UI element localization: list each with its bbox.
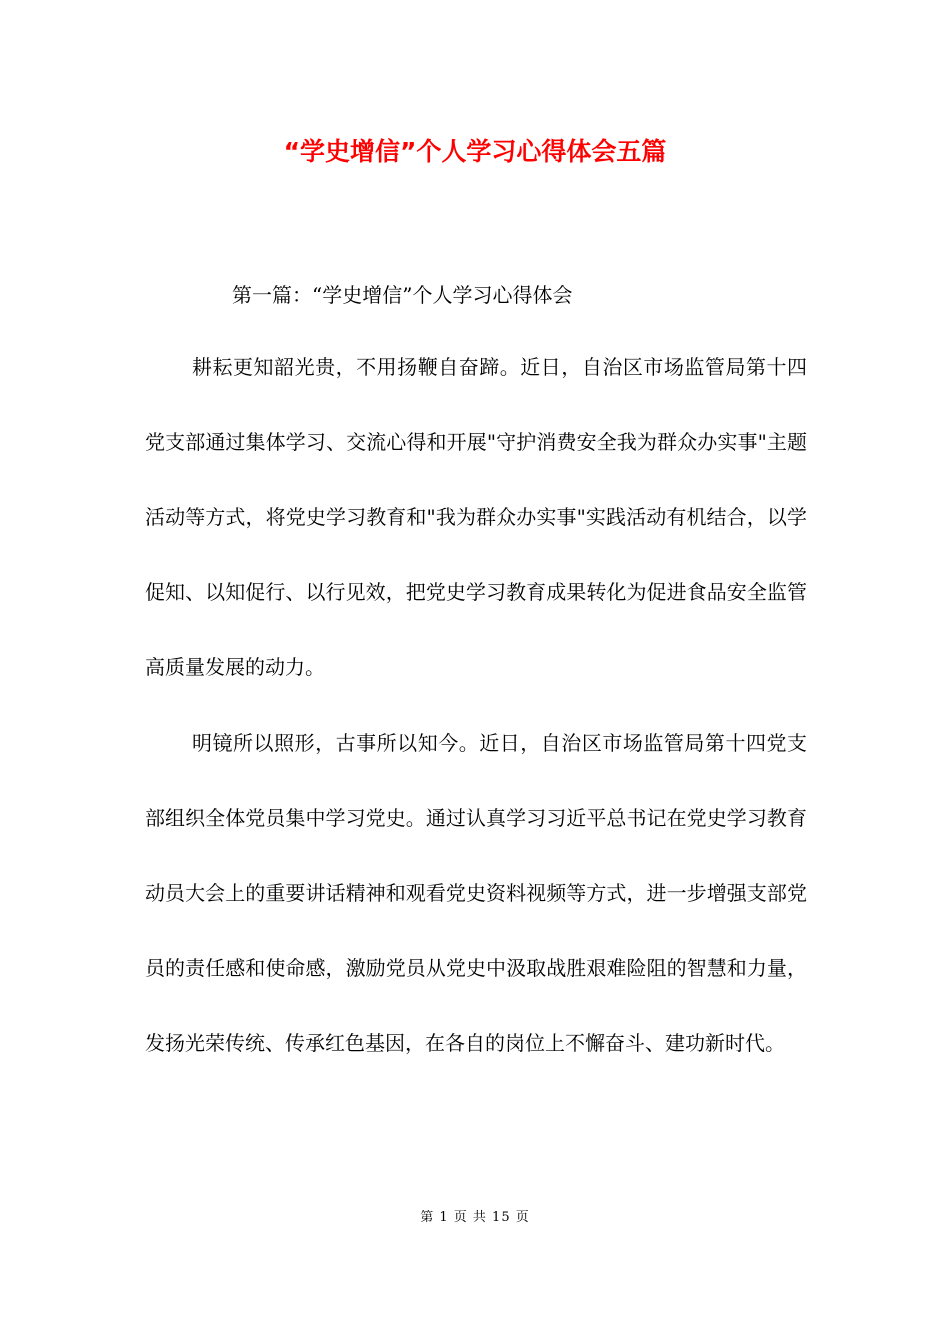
document-title: “学史增信”个人学习心得体会五篇 (283, 137, 667, 166)
body-paragraph-1: 耕耘更知韶光贵，不用扬鞭自奋蹄。近日，自治区市场监管局第十四党支部通过集体学习、交流心得和开展"守护消费安全我为群众办实事"主题活动等方式，将党史学习教育和"我为群众办实事"实践活动有机结合，以学促知、以知促行、以行见效，把党史学习教育成果转化为促进食品安全监管高质量发展的动力。 (145, 355, 807, 679)
body-paragraph-2: 明镜所以照形，古事所以知今。近日，自治区市场监管局第十四党支部组织全体党员集中学习党史。通过认真学习习近平总书记在党史学习教育动员大会上的重要讲话精神和观看党史资料视频等方式，进一步增强支部党员的责任感和使命感，激励党员从党史中汲取战胜艰难险阻的智慧和力量，发扬光荣传统、传承红色基因，在各自的岗位上不懈奋斗、建功新时代。 (145, 731, 807, 1055)
section-heading: 第一篇：“学史增信”个人学习心得体会 (232, 283, 573, 307)
page-number-footer: 第 1 页 共 15 页 (420, 1210, 530, 1225)
